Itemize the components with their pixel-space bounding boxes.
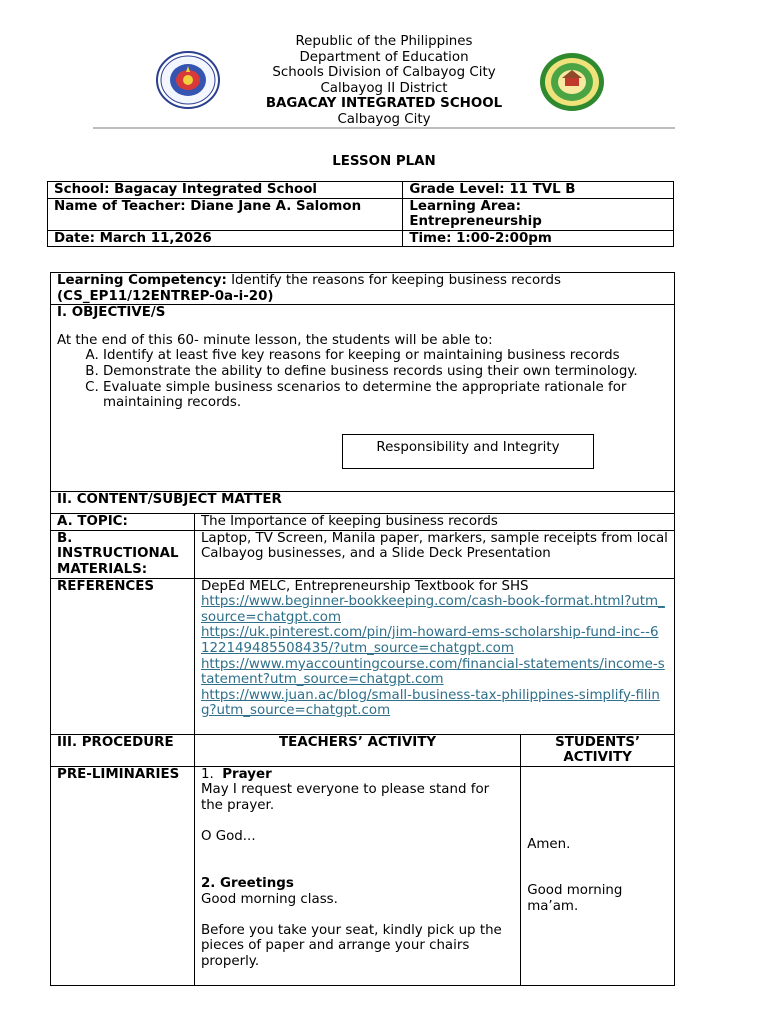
info-area-value: Entrepreneurship xyxy=(409,214,542,230)
objectives-intro: At the end of this 60- minute lesson, the students will be able to: xyxy=(57,332,493,348)
topic-value: The Importance of keeping business records xyxy=(194,514,674,531)
info-time: Time: 1:00-2:00pm xyxy=(403,230,674,247)
objective-item: A. Identify at least five key reasons for keeping or maintaining business records xyxy=(103,348,674,364)
students-activity-cell xyxy=(521,766,675,985)
info-area-label: Learning Area: xyxy=(409,198,521,214)
objective-item: B. Demonstrate the ability to define business records using their own terminology. xyxy=(103,364,674,380)
header-line-republic: Republic of the Philippines xyxy=(295,34,473,49)
objectives-heading: I. OBJECTIVE/S xyxy=(57,305,166,321)
competency-code: (CS_EP11/12ENTREP-0a-i-20) xyxy=(57,288,274,304)
prayer-number: 1. xyxy=(200,766,214,782)
info-school: School: Bagacay Integrated School xyxy=(48,182,403,199)
header-divider xyxy=(93,127,675,129)
prayer-title: Prayer xyxy=(222,766,272,782)
header-line-department: Department of Education xyxy=(299,49,469,65)
info-grade: Grade Level: 11 TVL B xyxy=(403,182,674,199)
references-cell xyxy=(194,578,674,734)
info-table xyxy=(47,181,674,247)
info-teacher: Name of Teacher: Diane Jane A. Salomon xyxy=(48,198,403,230)
greetings-title: 2. Greetings xyxy=(200,875,294,891)
objective-item: C. Evaluate simple business scenarios to determine the appropriate rationale for maintaining records. xyxy=(103,380,674,411)
teachers-activity-header: TEACHERS’ ACTIVITY xyxy=(194,734,520,766)
references-text: DepEd MELC, Entrepreneurship Textbook for SHS xyxy=(200,578,529,594)
prayer-line: O God... xyxy=(200,829,256,845)
reference-link[interactable]: https://www.myaccountingcourse.com/financial-statements/income-statement?utm_source=chatgpt.com xyxy=(200,656,665,688)
students-activity-header: STUDENTS’ ACTIVITY xyxy=(521,734,675,766)
student-response-amen: Amen. xyxy=(527,836,571,852)
materials-label: B. INSTRUCTIONAL MATERIALS: xyxy=(51,530,195,578)
value-box: Responsibility and Integrity xyxy=(342,434,594,469)
prayer-heading xyxy=(201,767,512,783)
preliminaries-label: PRE-LIMINARIES xyxy=(51,766,195,985)
reference-link[interactable]: https://www.beginner-bookkeeping.com/cash-book-format.html?utm_source=chatgpt.com xyxy=(200,594,665,625)
header-city: Calbayog City xyxy=(337,111,431,127)
page-title: LESSON PLAN xyxy=(332,154,436,169)
lesson-table xyxy=(50,272,675,986)
teachers-activity-cell xyxy=(194,766,520,985)
competency-label: Learning Competency: xyxy=(57,273,227,288)
header-line-division: Schools Division of Calbayog City xyxy=(272,65,496,81)
procedure-heading: III. PROCEDURE xyxy=(51,734,195,766)
document-header xyxy=(0,34,768,128)
competency-text: Identify the reasons for keeping business records xyxy=(226,273,561,288)
topic-label: A. TOPIC: xyxy=(51,514,195,531)
materials-value: Laptop, TV Screen, Manila paper, markers, sample receipts from local Calbayog businesses, and a Slide Deck Presentation xyxy=(194,530,674,578)
header-school-name: BAGACAY INTEGRATED SCHOOL xyxy=(265,96,503,112)
reference-link[interactable]: https://www.juan.ac/blog/small-business-tax-philippines-simplify-filing?utm_source=chatgpt.com xyxy=(200,687,660,719)
greetings-instruction: Before you take your seat, kindly pick up the pieces of paper and arrange your chairs properly. xyxy=(200,922,502,969)
info-date: Date: March 11,2026 xyxy=(48,230,403,247)
info-area xyxy=(403,198,674,230)
content-heading: II. CONTENT/SUBJECT MATTER xyxy=(51,492,675,514)
student-response-greeting: Good morning ma’am. xyxy=(527,883,623,914)
reference-link[interactable]: https://uk.pinterest.com/pin/jim-howard-ems-scholarship-fund-inc--6122149485508435/?utm_source=chatgpt.com xyxy=(200,625,659,656)
prayer-text: May I request everyone to please stand for the prayer. xyxy=(200,782,490,813)
competency-cell xyxy=(51,273,675,305)
greetings-text: Good morning class. xyxy=(200,891,338,907)
objectives-list xyxy=(57,348,674,410)
references-label: REFERENCES xyxy=(51,578,195,734)
header-line-district: Calbayog II District xyxy=(320,80,448,96)
